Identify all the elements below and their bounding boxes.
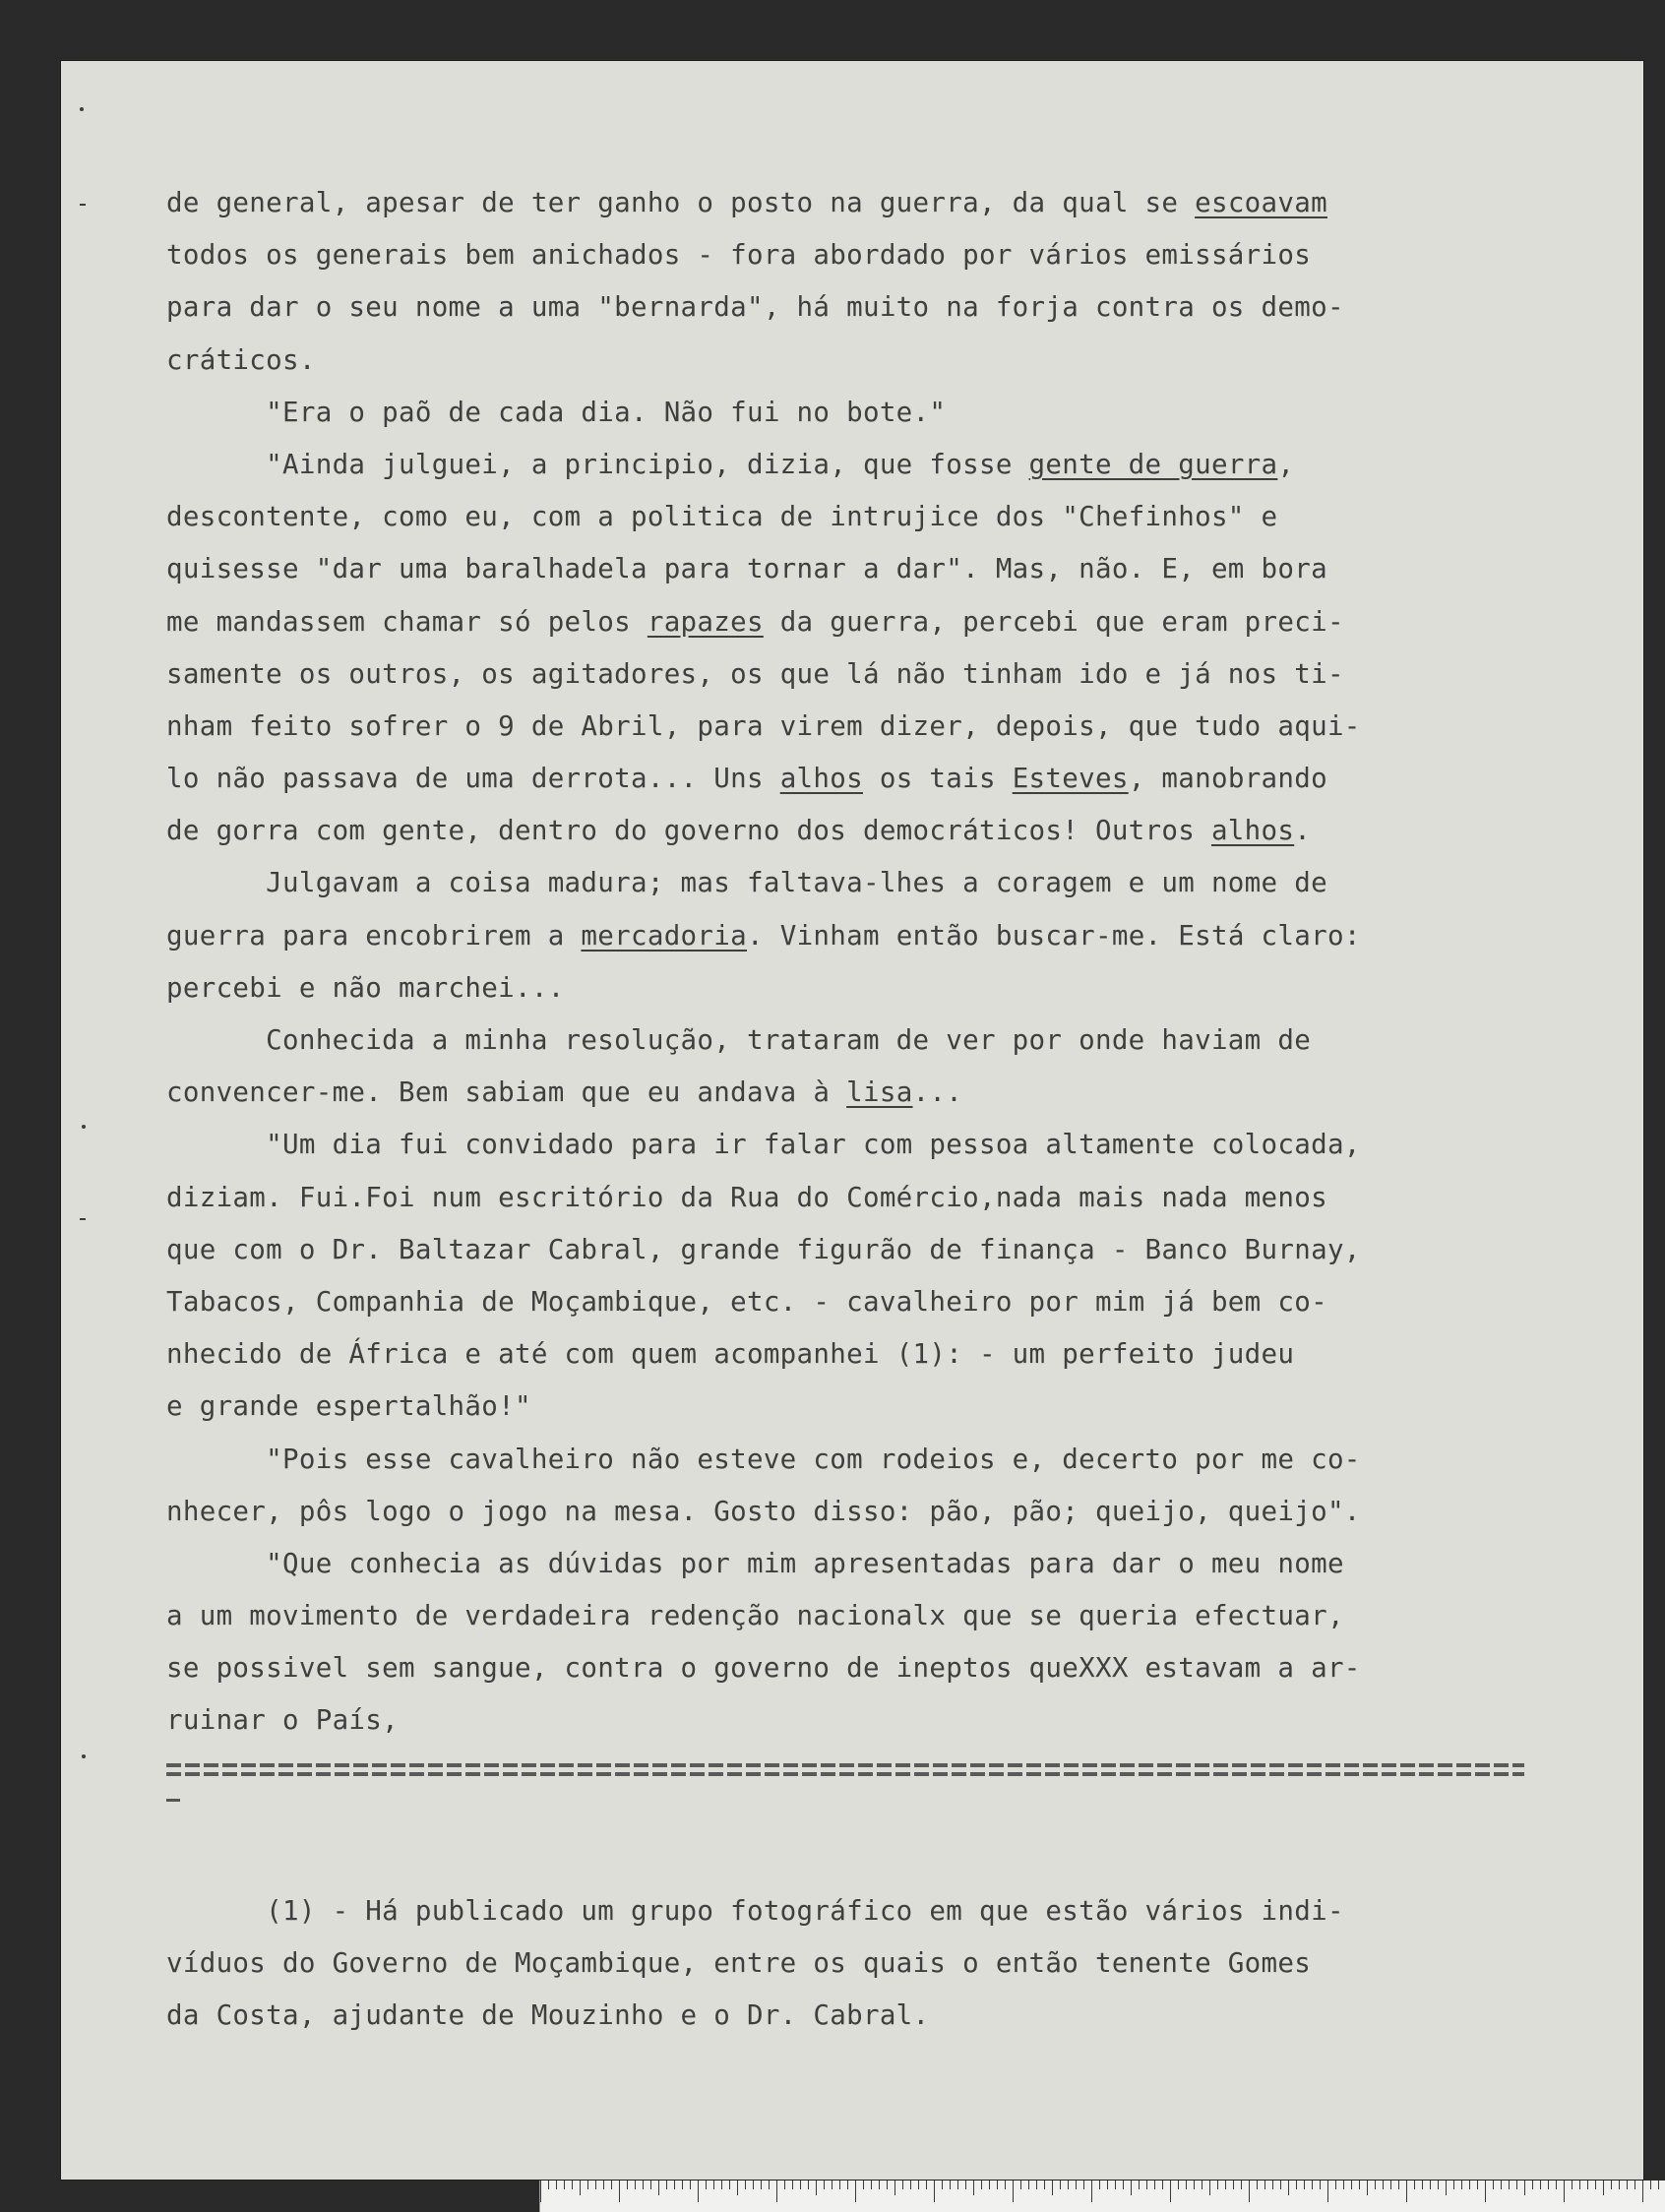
ruler-tick bbox=[674, 2181, 675, 2189]
ruler-tick bbox=[871, 2181, 872, 2189]
ruler-tick bbox=[1068, 2181, 1069, 2189]
ruler-tick bbox=[776, 2181, 777, 2202]
text-segment: a um movimento de verdadeira redenção nacionalx que se queria efectuar, bbox=[166, 1600, 1344, 1632]
ruler-tick bbox=[926, 2181, 927, 2189]
ruler-tick bbox=[1028, 2181, 1029, 2189]
underlined-phrase: gente de guerra bbox=[1028, 448, 1278, 480]
ruler-tick bbox=[1446, 2181, 1447, 2195]
ruler-tick bbox=[1217, 2181, 1218, 2189]
text-segment: cráticos. bbox=[166, 343, 316, 376]
ruler-tick bbox=[1509, 2181, 1510, 2189]
ruler-tick bbox=[753, 2181, 754, 2189]
text-segment: nhecer, pôs logo o jogo na mesa. Gosto disso: pão, pão; queijo, queijo". bbox=[166, 1495, 1361, 1527]
ruler-tick bbox=[1241, 2181, 1242, 2189]
typed-body-text bbox=[166, 177, 1564, 1748]
text-segment: , manobrando bbox=[1128, 763, 1327, 795]
underlined-phrase: alhos bbox=[1210, 815, 1295, 847]
ruler-tick bbox=[721, 2181, 722, 2189]
footnote-line: víduos do Governo de Moçambique, entre os quais o então tenente Gomes bbox=[166, 1947, 1312, 1980]
ruler-tick bbox=[808, 2181, 809, 2189]
ruler-tick bbox=[1422, 2181, 1423, 2189]
ruler-tick bbox=[737, 2181, 738, 2195]
ruler-tick bbox=[595, 2181, 596, 2189]
text-segment: da guerra, percebi que eram preci- bbox=[763, 605, 1344, 638]
text-segment: diziam. Fui.Foi num escritório da Rua do Comércio,nada mais nada menos bbox=[166, 1181, 1327, 1213]
ruler-tick bbox=[816, 2181, 817, 2195]
ruler-tick bbox=[1131, 2181, 1132, 2195]
text-segment: os tais bbox=[862, 763, 1013, 795]
text-segment: quisesse "dar uma baralhadela para tornar a dar". Mas, não. E, em bora bbox=[166, 553, 1327, 585]
ruler-tick bbox=[611, 2181, 612, 2189]
body-line bbox=[166, 596, 1564, 648]
text-segment: , bbox=[1277, 448, 1295, 480]
body-line bbox=[166, 177, 1564, 229]
text-segment: todos os generais bem anichados - fora abordado por vários emissários bbox=[166, 239, 1312, 272]
ruler-tick bbox=[997, 2181, 998, 2189]
ruler-tick bbox=[1107, 2181, 1108, 2189]
body-line bbox=[166, 805, 1564, 857]
ruler-tick bbox=[981, 2181, 982, 2189]
text-segment: e grande espertalhão!" bbox=[166, 1390, 531, 1423]
ruler-tick bbox=[918, 2181, 919, 2189]
ruler-tick bbox=[682, 2181, 683, 2189]
body-line bbox=[166, 1276, 1564, 1328]
ruler-tick bbox=[1288, 2181, 1289, 2195]
ruler-tick bbox=[950, 2181, 951, 2189]
ruler-tick bbox=[1375, 2181, 1376, 2189]
ruler-tick bbox=[1383, 2181, 1384, 2189]
measurement-ruler bbox=[539, 2181, 1665, 2212]
ruler-tick bbox=[1257, 2181, 1258, 2189]
ruler-tick bbox=[1390, 2181, 1391, 2189]
ruler-tick bbox=[745, 2181, 746, 2189]
ruler-tick bbox=[658, 2181, 659, 2195]
ruler-tick bbox=[1658, 2181, 1659, 2189]
ruler-tick bbox=[769, 2181, 770, 2189]
text-segment: se possivel sem sangue, contra o governo de ineptos queXXX estavam a ar- bbox=[166, 1652, 1361, 1685]
ruler-tick bbox=[1501, 2181, 1502, 2189]
ruler-tick bbox=[1351, 2181, 1352, 2189]
body-line bbox=[166, 857, 1564, 909]
ruler-tick bbox=[627, 2181, 628, 2189]
punch-hole-mark bbox=[80, 107, 84, 111]
ruler-tick bbox=[1564, 2181, 1565, 2202]
ruler-tick bbox=[1115, 2181, 1116, 2189]
ruler-tick bbox=[1304, 2181, 1305, 2189]
ruler-tick bbox=[1430, 2181, 1431, 2189]
ruler-tick bbox=[706, 2181, 707, 2189]
ruler-tick bbox=[540, 2181, 541, 2202]
ruler-tick bbox=[1162, 2181, 1163, 2189]
ruler-tick bbox=[1013, 2181, 1014, 2202]
ruler-tick bbox=[1359, 2181, 1360, 2189]
ruler-tick bbox=[1091, 2181, 1092, 2202]
ruler-tick bbox=[1083, 2181, 1084, 2189]
ruler-tick bbox=[1461, 2181, 1462, 2189]
punch-hole-mark bbox=[80, 204, 86, 206]
text-segment: Julgavam a coisa madura; mas faltava-lhes a coragem e um nome de bbox=[166, 867, 1327, 899]
ruler-tick bbox=[1060, 2181, 1061, 2189]
ruler-tick bbox=[957, 2181, 958, 2189]
ruler-tick bbox=[548, 2181, 549, 2189]
body-line bbox=[166, 753, 1564, 805]
ruler-tick bbox=[863, 2181, 864, 2189]
ruler-tick bbox=[1272, 2181, 1273, 2189]
body-line bbox=[166, 1119, 1564, 1171]
ruler-tick bbox=[1634, 2181, 1635, 2189]
body-line bbox=[166, 1172, 1564, 1224]
ruler-tick bbox=[1076, 2181, 1077, 2189]
ruler-tick bbox=[847, 2181, 848, 2189]
ruler-tick bbox=[910, 2181, 911, 2189]
body-line bbox=[166, 1590, 1564, 1642]
body-line bbox=[166, 910, 1564, 962]
text-segment: "Que conhecia as dúvidas por mim apresentadas para dar o meu nome bbox=[166, 1547, 1344, 1579]
ruler-tick bbox=[1524, 2181, 1525, 2195]
ruler-tick bbox=[1312, 2181, 1313, 2189]
ruler-tick bbox=[587, 2181, 588, 2189]
ruler-tick bbox=[619, 2181, 620, 2202]
ruler-tick bbox=[1469, 2181, 1470, 2189]
underlined-phrase: lisa bbox=[846, 1076, 913, 1109]
text-segment: "Um dia fui convidado para ir falar com pessoa altamente colocada, bbox=[166, 1129, 1361, 1161]
text-segment: nham feito sofrer o 9 de Abril, para virem dizer, depois, que tudo aqui- bbox=[166, 709, 1361, 742]
ruler-tick bbox=[1335, 2181, 1336, 2189]
text-segment: percebi e não marchei... bbox=[166, 971, 565, 1004]
ruler-tick bbox=[1540, 2181, 1541, 2189]
ruler-tick bbox=[1619, 2181, 1620, 2189]
underlined-phrase: escoavam bbox=[1195, 187, 1327, 218]
text-segment: me mandassem chamar só pelos bbox=[166, 605, 648, 638]
body-line bbox=[166, 1538, 1564, 1590]
punch-hole-mark bbox=[82, 1754, 86, 1758]
body-line bbox=[166, 387, 1564, 439]
body-line bbox=[166, 491, 1564, 543]
ruler-tick bbox=[1225, 2181, 1226, 2189]
text-segment: convencer-me. Bem sabiam que eu andava à bbox=[166, 1076, 847, 1109]
ruler-tick bbox=[713, 2181, 714, 2189]
ruler-tick bbox=[1154, 2181, 1155, 2189]
ruler-tick bbox=[1453, 2181, 1454, 2189]
ruler-tick bbox=[1398, 2181, 1399, 2189]
ruler-tick bbox=[855, 2181, 856, 2202]
ruler-tick bbox=[1642, 2181, 1643, 2202]
ruler-tick bbox=[1044, 2181, 1045, 2189]
ruler-tick bbox=[894, 2181, 895, 2195]
ruler-tick bbox=[1099, 2181, 1100, 2189]
ruler-tick bbox=[1186, 2181, 1187, 2189]
body-line bbox=[166, 1694, 1564, 1747]
ruler-tick bbox=[973, 2181, 974, 2195]
text-segment: para dar o seu nome a uma "bernarda", há muito na forja contra os demo- bbox=[166, 291, 1344, 324]
body-line bbox=[166, 701, 1564, 753]
text-segment: "Ainda julguei, a principio, dizia, que fosse bbox=[166, 448, 1029, 480]
punch-hole-mark bbox=[80, 1218, 86, 1220]
ruler-tick bbox=[1320, 2181, 1321, 2189]
ruler-tick bbox=[1603, 2181, 1604, 2195]
ruler-tick bbox=[690, 2181, 691, 2189]
ruler-tick bbox=[1280, 2181, 1281, 2189]
ruler-tick bbox=[650, 2181, 651, 2189]
ruler-tick bbox=[934, 2181, 935, 2202]
ruler-tick bbox=[572, 2181, 573, 2189]
text-segment: "Pois esse cavalheiro não esteve com rodeios e, decerto por me co- bbox=[166, 1443, 1361, 1475]
ruler-tick bbox=[902, 2181, 903, 2189]
ruler-tick bbox=[1485, 2181, 1486, 2202]
text-segment: "Era o paõ de cada dia. Não fui no bote." bbox=[166, 396, 947, 428]
ruler-tick bbox=[1233, 2181, 1234, 2189]
underlined-phrase: rapazes bbox=[647, 605, 764, 638]
text-segment: samente os outros, os agitadores, os que lá não tinham ido e já nos ti- bbox=[166, 657, 1344, 690]
ruler-tick bbox=[1327, 2181, 1328, 2202]
ruler-tick bbox=[1146, 2181, 1147, 2189]
ruler-tick bbox=[1209, 2181, 1210, 2195]
text-segment: lo não passava de uma derrota... Uns bbox=[166, 763, 780, 795]
body-line bbox=[166, 439, 1564, 491]
ruler-tick bbox=[580, 2181, 581, 2195]
ruler-tick bbox=[666, 2181, 667, 2189]
ruler-tick bbox=[1020, 2181, 1021, 2189]
footnote-separator-line bbox=[166, 1763, 1524, 1785]
text-segment: que com o Dr. Baltazar Cabral, grande figurão de finança - Banco Burnay, bbox=[166, 1233, 1361, 1265]
ruler-tick bbox=[1178, 2181, 1179, 2189]
ruler-tick bbox=[1343, 2181, 1344, 2189]
body-line bbox=[166, 962, 1564, 1014]
ruler-tick bbox=[1005, 2181, 1006, 2189]
body-line bbox=[166, 335, 1564, 387]
underlined-phrase: alhos bbox=[779, 763, 863, 795]
ruler-tick bbox=[1579, 2181, 1580, 2189]
text-segment: . Vinham então buscar-me. Está claro: bbox=[747, 919, 1361, 952]
ruler-tick bbox=[1548, 2181, 1549, 2189]
underlined-phrase: mercadoria bbox=[581, 919, 747, 952]
ruler-tick bbox=[729, 2181, 730, 2189]
ruler-tick bbox=[698, 2181, 699, 2202]
footnote-text bbox=[166, 1885, 1564, 2043]
ruler-tick bbox=[1650, 2181, 1651, 2189]
ruler-tick bbox=[1367, 2181, 1368, 2195]
ruler-tick bbox=[824, 2181, 825, 2189]
ruler-tick bbox=[1532, 2181, 1533, 2189]
underlined-phrase: Esteves bbox=[1012, 763, 1129, 795]
ruler-tick bbox=[1036, 2181, 1037, 2189]
text-segment: descontente, como eu, com a politica de intrujice dos "Chefinhos" e bbox=[166, 501, 1278, 533]
ruler-tick bbox=[965, 2181, 966, 2189]
text-segment: guerra para encobrirem a bbox=[166, 919, 582, 952]
ruler-tick bbox=[989, 2181, 990, 2189]
body-line bbox=[166, 1224, 1564, 1276]
ruler-tick bbox=[1406, 2181, 1407, 2202]
ruler-tick bbox=[1611, 2181, 1612, 2189]
body-line bbox=[166, 543, 1564, 595]
body-line bbox=[166, 1067, 1564, 1119]
ruler-tick bbox=[643, 2181, 644, 2189]
ruler-tick bbox=[887, 2181, 888, 2189]
ruler-tick bbox=[1516, 2181, 1517, 2189]
ruler-tick bbox=[1414, 2181, 1415, 2189]
ruler-tick bbox=[792, 2181, 793, 2189]
ruler-tick bbox=[1170, 2181, 1171, 2202]
separator-stub bbox=[166, 1799, 180, 1802]
ruler-tick bbox=[1139, 2181, 1140, 2189]
text-segment: ruinar o País, bbox=[166, 1704, 399, 1737]
text-segment: de general, apesar de ter ganho o posto na guerra, da qual se bbox=[166, 187, 1196, 218]
text-segment: Tabacos, Companhia de Moçambique, etc. - cavalheiro por mim já bem co- bbox=[166, 1285, 1327, 1318]
body-line bbox=[166, 1381, 1564, 1433]
ruler-tick bbox=[564, 2181, 565, 2189]
ruler-tick bbox=[761, 2181, 762, 2189]
ruler-tick bbox=[1595, 2181, 1596, 2189]
body-line bbox=[166, 1434, 1564, 1486]
ruler-tick bbox=[879, 2181, 880, 2189]
ruler-tick bbox=[1249, 2181, 1250, 2202]
ruler-tick bbox=[1296, 2181, 1297, 2189]
ruler-tick bbox=[784, 2181, 785, 2189]
ruler-tick bbox=[1438, 2181, 1439, 2189]
text-segment: de gorra com gente, dentro do governo dos democráticos! Outros bbox=[166, 815, 1211, 847]
text-segment: ... bbox=[912, 1076, 963, 1109]
ruler-tick bbox=[1194, 2181, 1195, 2189]
ruler-tick bbox=[1627, 2181, 1628, 2189]
text-segment: nhecido de África e até com quem acompanhei (1): - um perfeito judeu bbox=[166, 1338, 1295, 1371]
text-segment: . bbox=[1294, 815, 1312, 847]
ruler-tick bbox=[635, 2181, 636, 2189]
ruler-tick bbox=[839, 2181, 840, 2189]
body-line bbox=[166, 1486, 1564, 1538]
body-line bbox=[166, 1328, 1564, 1381]
ruler-tick bbox=[942, 2181, 943, 2189]
body-line bbox=[166, 648, 1564, 701]
footnote-line: (1) - Há publicado um grupo fotográfico em que estão vários indi- bbox=[166, 1895, 1344, 1927]
ruler-tick bbox=[1556, 2181, 1557, 2189]
punch-hole-mark bbox=[82, 1125, 86, 1129]
ruler-tick bbox=[603, 2181, 604, 2189]
body-line bbox=[166, 1014, 1564, 1067]
body-line bbox=[166, 1642, 1564, 1694]
ruler-tick bbox=[556, 2181, 557, 2189]
body-line bbox=[166, 229, 1564, 281]
footnote-line: da Costa, ajudante de Mouzinho e o Dr. Cabral. bbox=[166, 1999, 930, 2032]
body-line bbox=[166, 281, 1564, 334]
text-segment: Conhecida a minha resolução, trataram de ver por onde haviam de bbox=[166, 1024, 1312, 1056]
ruler-tick bbox=[1477, 2181, 1478, 2189]
ruler-tick bbox=[1493, 2181, 1494, 2189]
ruler-tick bbox=[800, 2181, 801, 2189]
ruler-tick bbox=[1123, 2181, 1124, 2189]
ruler-tick bbox=[1264, 2181, 1265, 2189]
ruler-tick bbox=[1587, 2181, 1588, 2189]
ruler-tick bbox=[1052, 2181, 1053, 2195]
